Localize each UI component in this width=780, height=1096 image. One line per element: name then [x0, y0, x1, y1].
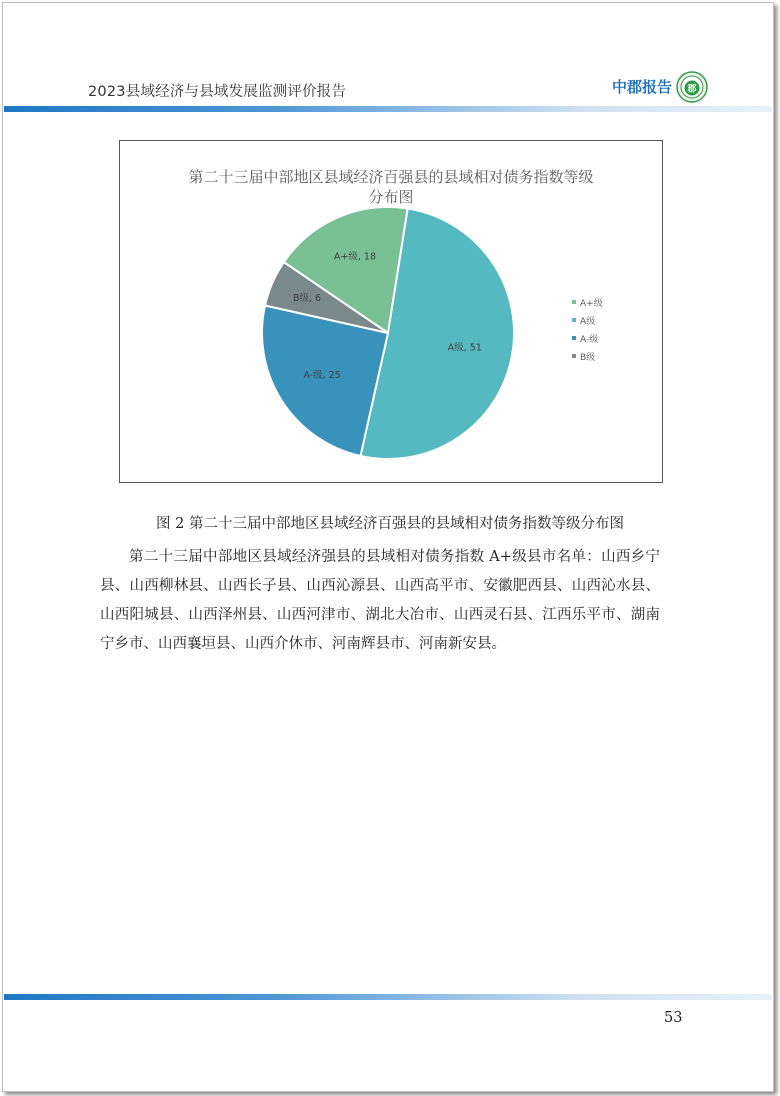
figure-caption: 图 2 第二十三届中部地区县域经济百强县的县域相对债务指数等级分布图	[156, 516, 624, 532]
brand-logo-icon	[676, 71, 708, 103]
legend-label-b: B级	[580, 352, 596, 363]
legend-swatch-a-minus	[572, 336, 576, 340]
svg-text:郡: 郡	[687, 84, 697, 95]
legend-label-a: A级	[580, 316, 596, 327]
footer-rule	[4, 994, 772, 1000]
body-paragraph: 第二十三届中部地区县域经济强县的县域相对债务指数 A+级县市名单：山西乡宁县、山西柳林县、山西长子县、山西沁源县、山西高平市、安徽肥西县、山西沁水县、山西阳城县、山西泽州县、山西河津市、湖北大冶市、山西灵石县、江西乐平市、湖南宁乡市、山西襄垣县、山西介休市、河南辉县市、河南新安县。	[100, 549, 660, 652]
chart-title-line-2: 分布图	[368, 188, 414, 206]
legend-swatch-b	[572, 354, 576, 358]
legend-item-a	[572, 311, 603, 329]
legend-label-a-plus: A+级	[580, 298, 603, 309]
legend-swatch-a-plus	[572, 300, 576, 304]
legend-label-a-minus: A-级	[580, 334, 599, 345]
data-label-a-minus: A-级, 25	[303, 369, 341, 381]
data-label-a-plus: A+级, 18	[333, 251, 377, 263]
header-rule	[4, 106, 772, 112]
legend-item-a-plus	[572, 293, 603, 311]
legend-item-b	[572, 347, 603, 365]
brand-name: 中郡报告	[612, 78, 673, 96]
header-title: 2023县域经济与县域发展监测评价报告	[88, 84, 347, 100]
chart-title-line-1: 第二十三届中部地区县域经济百强县的县域相对债务指数等级	[188, 168, 594, 186]
page-number: 53	[664, 1010, 683, 1026]
data-label-b: B级, 6	[292, 292, 322, 304]
legend-item-a-minus	[572, 329, 603, 347]
chart-legend	[572, 293, 603, 365]
legend-swatch-a	[572, 318, 576, 322]
chart-frame	[119, 140, 663, 483]
data-label-a: A级, 51	[447, 342, 482, 354]
